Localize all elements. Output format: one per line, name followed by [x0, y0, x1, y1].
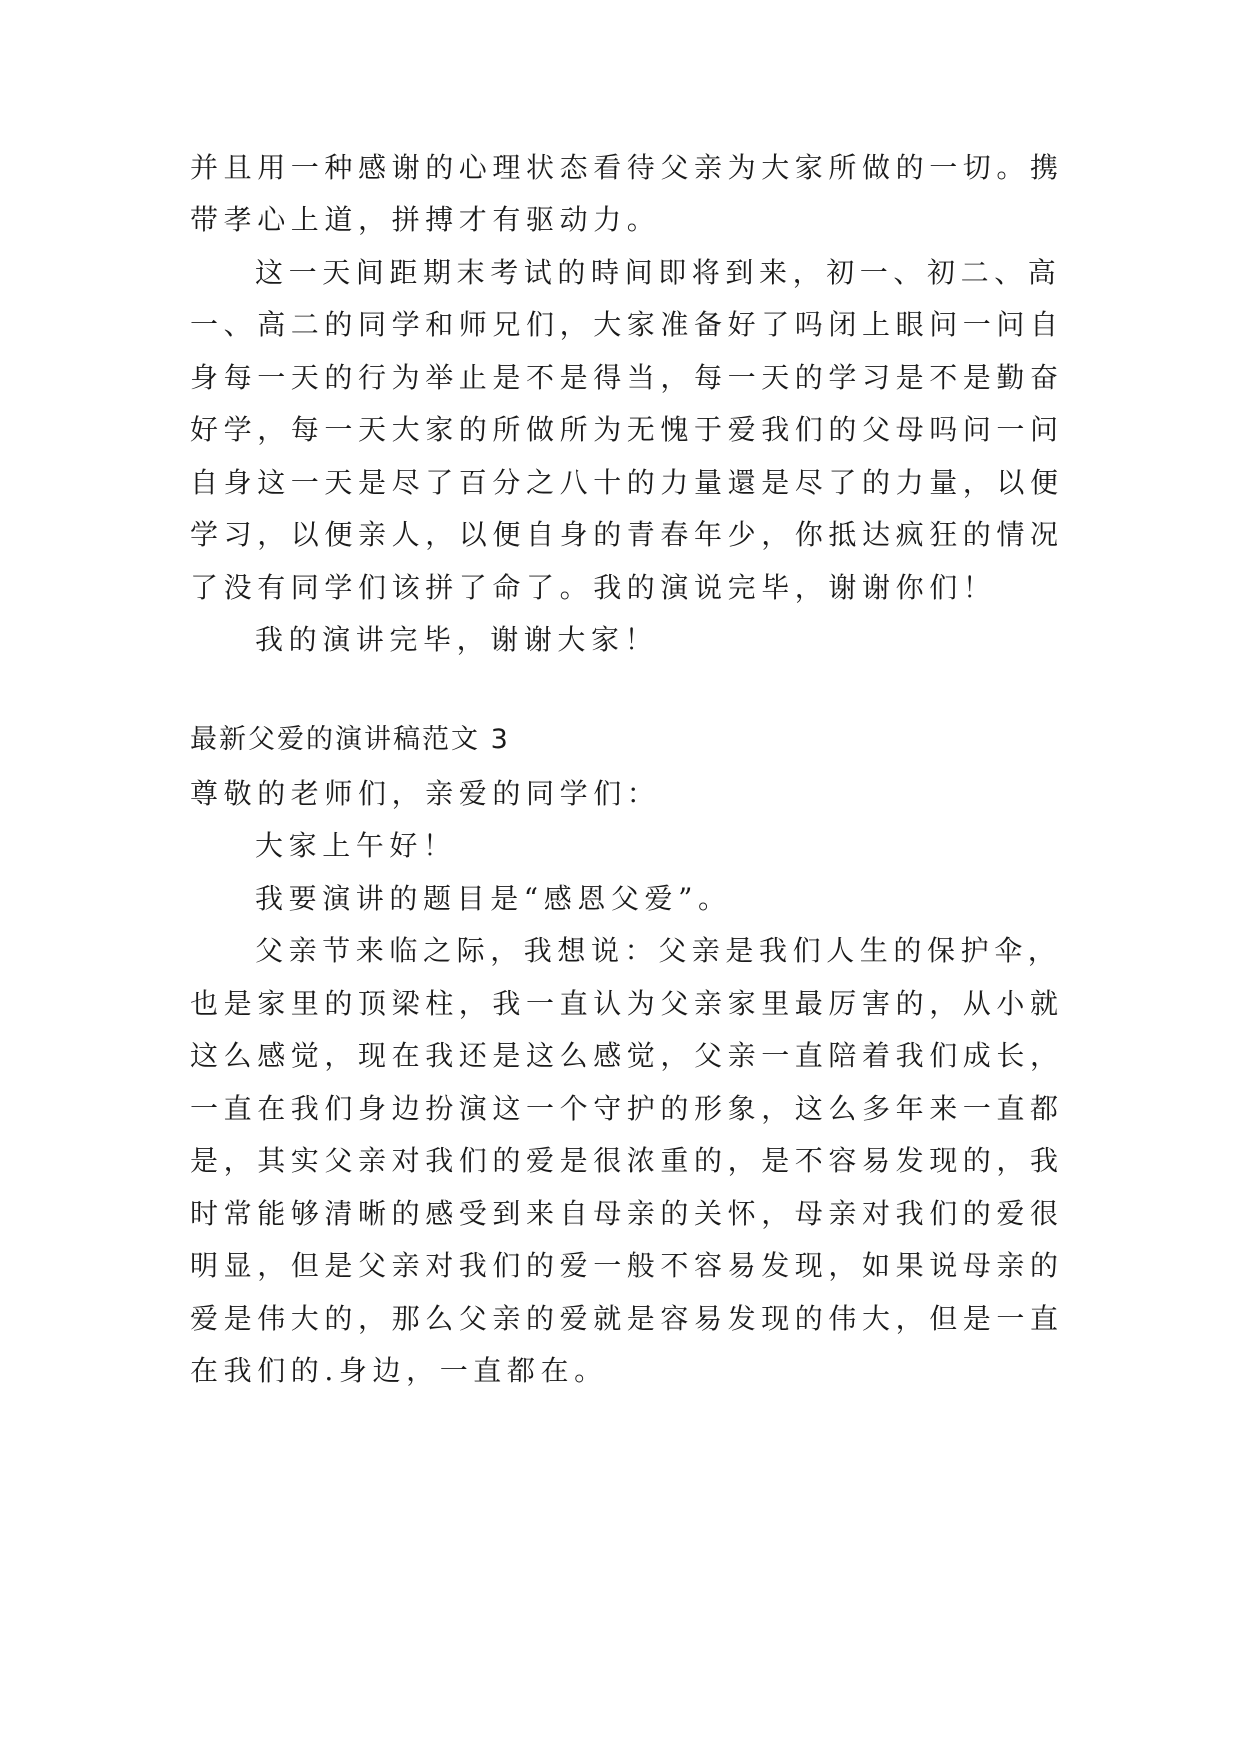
paragraph-line: 这么感觉，现在我还是这么感觉，父亲一直陪着我们成长， — [190, 1039, 1064, 1072]
paragraph-line: 身每一天的行为举止是不是得当，每一天的学习是不是勤奋 — [190, 361, 1064, 394]
paragraph-line: 也是家里的顶梁柱，我一直认为父亲家里最厉害的，从小就 — [190, 987, 1064, 1020]
paragraph-line: 是，其实父亲对我们的爱是很浓重的，是不容易发现的，我 — [190, 1144, 1064, 1177]
paragraph-line: 好学，每一天大家的所做所为无愧于爱我们的父母吗问一问 — [190, 413, 1064, 446]
salutation: 尊敬的老师们，亲爱的同学们： — [190, 777, 661, 810]
closing-remark: 我的演讲完毕，谢谢大家！ — [255, 623, 659, 656]
paragraph-line: 明显，但是父亲对我们的爱一般不容易发现，如果说母亲的 — [190, 1249, 1064, 1282]
paragraph-line: 了没有同学们该拼了命了。我的演说完毕，谢谢你们！ — [190, 571, 997, 604]
section-title: 最新父爱的演讲稿范文 3 — [190, 724, 510, 755]
speech-topic: 我要演讲的题目是“感恩父爱”。 — [255, 882, 732, 915]
paragraph-line: 这一天间距期末考试的時间即将到来，初一、初二、高 — [255, 256, 1062, 289]
paragraph-line: 时常能够清晰的感受到来自母亲的关怀，母亲对我们的爱很 — [190, 1197, 1064, 1230]
paragraph-line: 一直在我们身边扮演这一个守护的形象，这么多年来一直都 — [190, 1092, 1064, 1125]
paragraph-line: 父亲节来临之际，我想说：父亲是我们人生的保护伞， — [255, 934, 1062, 967]
greeting: 大家上午好！ — [255, 829, 457, 862]
paragraph-line: 自身这一天是尽了百分之八十的力量還是尽了的力量，以便 — [190, 466, 1064, 499]
paragraph-line: 爱是伟大的，那么父亲的爱就是容易发现的伟大，但是一直 — [190, 1302, 1064, 1335]
paragraph-line: 在我们的.身边，一直都在。 — [190, 1354, 608, 1387]
paragraph-line: 带孝心上道，拼搏才有驱动力。 — [190, 203, 661, 236]
paragraph-line: 一、高二的同学和师兄们，大家准备好了吗闭上眼问一问自 — [190, 308, 1064, 341]
paragraph-line: 并且用一种感谢的心理状态看待父亲为大家所做的一切。携 — [190, 151, 1064, 184]
paragraph-line: 学习，以便亲人，以便自身的青春年少，你抵达疯狂的情况 — [190, 518, 1064, 551]
